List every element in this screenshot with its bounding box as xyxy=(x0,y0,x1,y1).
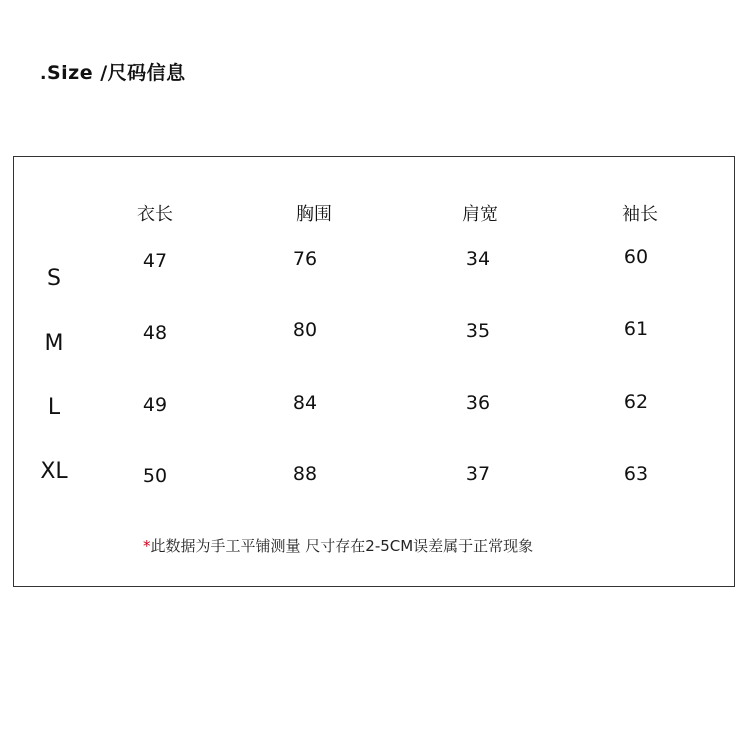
note-text: 此数据为手工平铺测量 尺寸存在2-5CM误差属于正常现象 xyxy=(150,537,534,555)
table-cell: 50 xyxy=(142,465,168,487)
row-label-l: L xyxy=(47,395,61,420)
row-label-s: S xyxy=(47,266,61,291)
measurement-note xyxy=(143,535,533,556)
table-cell: 76 xyxy=(292,248,318,270)
column-header-shoulder: 肩宽 xyxy=(462,204,498,225)
table-cell: 88 xyxy=(292,463,318,485)
title-dot: . xyxy=(40,64,47,84)
column-header-length: 衣长 xyxy=(137,204,173,225)
table-cell: 35 xyxy=(465,320,491,342)
table-cell: 49 xyxy=(142,394,168,416)
table-cell: 36 xyxy=(465,392,491,414)
table-cell: 48 xyxy=(142,322,168,344)
table-cell: 47 xyxy=(142,250,168,272)
table-cell: 80 xyxy=(292,319,318,341)
title-text: Size /尺码信息 xyxy=(46,62,186,84)
table-cell: 63 xyxy=(623,463,649,485)
table-cell: 34 xyxy=(465,248,491,270)
row-label-xl: XL xyxy=(40,459,68,484)
table-cell: 61 xyxy=(623,318,649,340)
table-cell: 37 xyxy=(465,463,491,485)
row-label-m: M xyxy=(44,331,64,356)
table-cell: 62 xyxy=(623,391,649,413)
table-cell: 60 xyxy=(623,246,649,268)
column-header-sleeve: 袖长 xyxy=(622,204,658,225)
page-title xyxy=(40,58,186,85)
column-header-chest: 胸围 xyxy=(296,204,332,225)
note-asterisk: * xyxy=(143,537,151,555)
table-cell: 84 xyxy=(292,392,318,414)
